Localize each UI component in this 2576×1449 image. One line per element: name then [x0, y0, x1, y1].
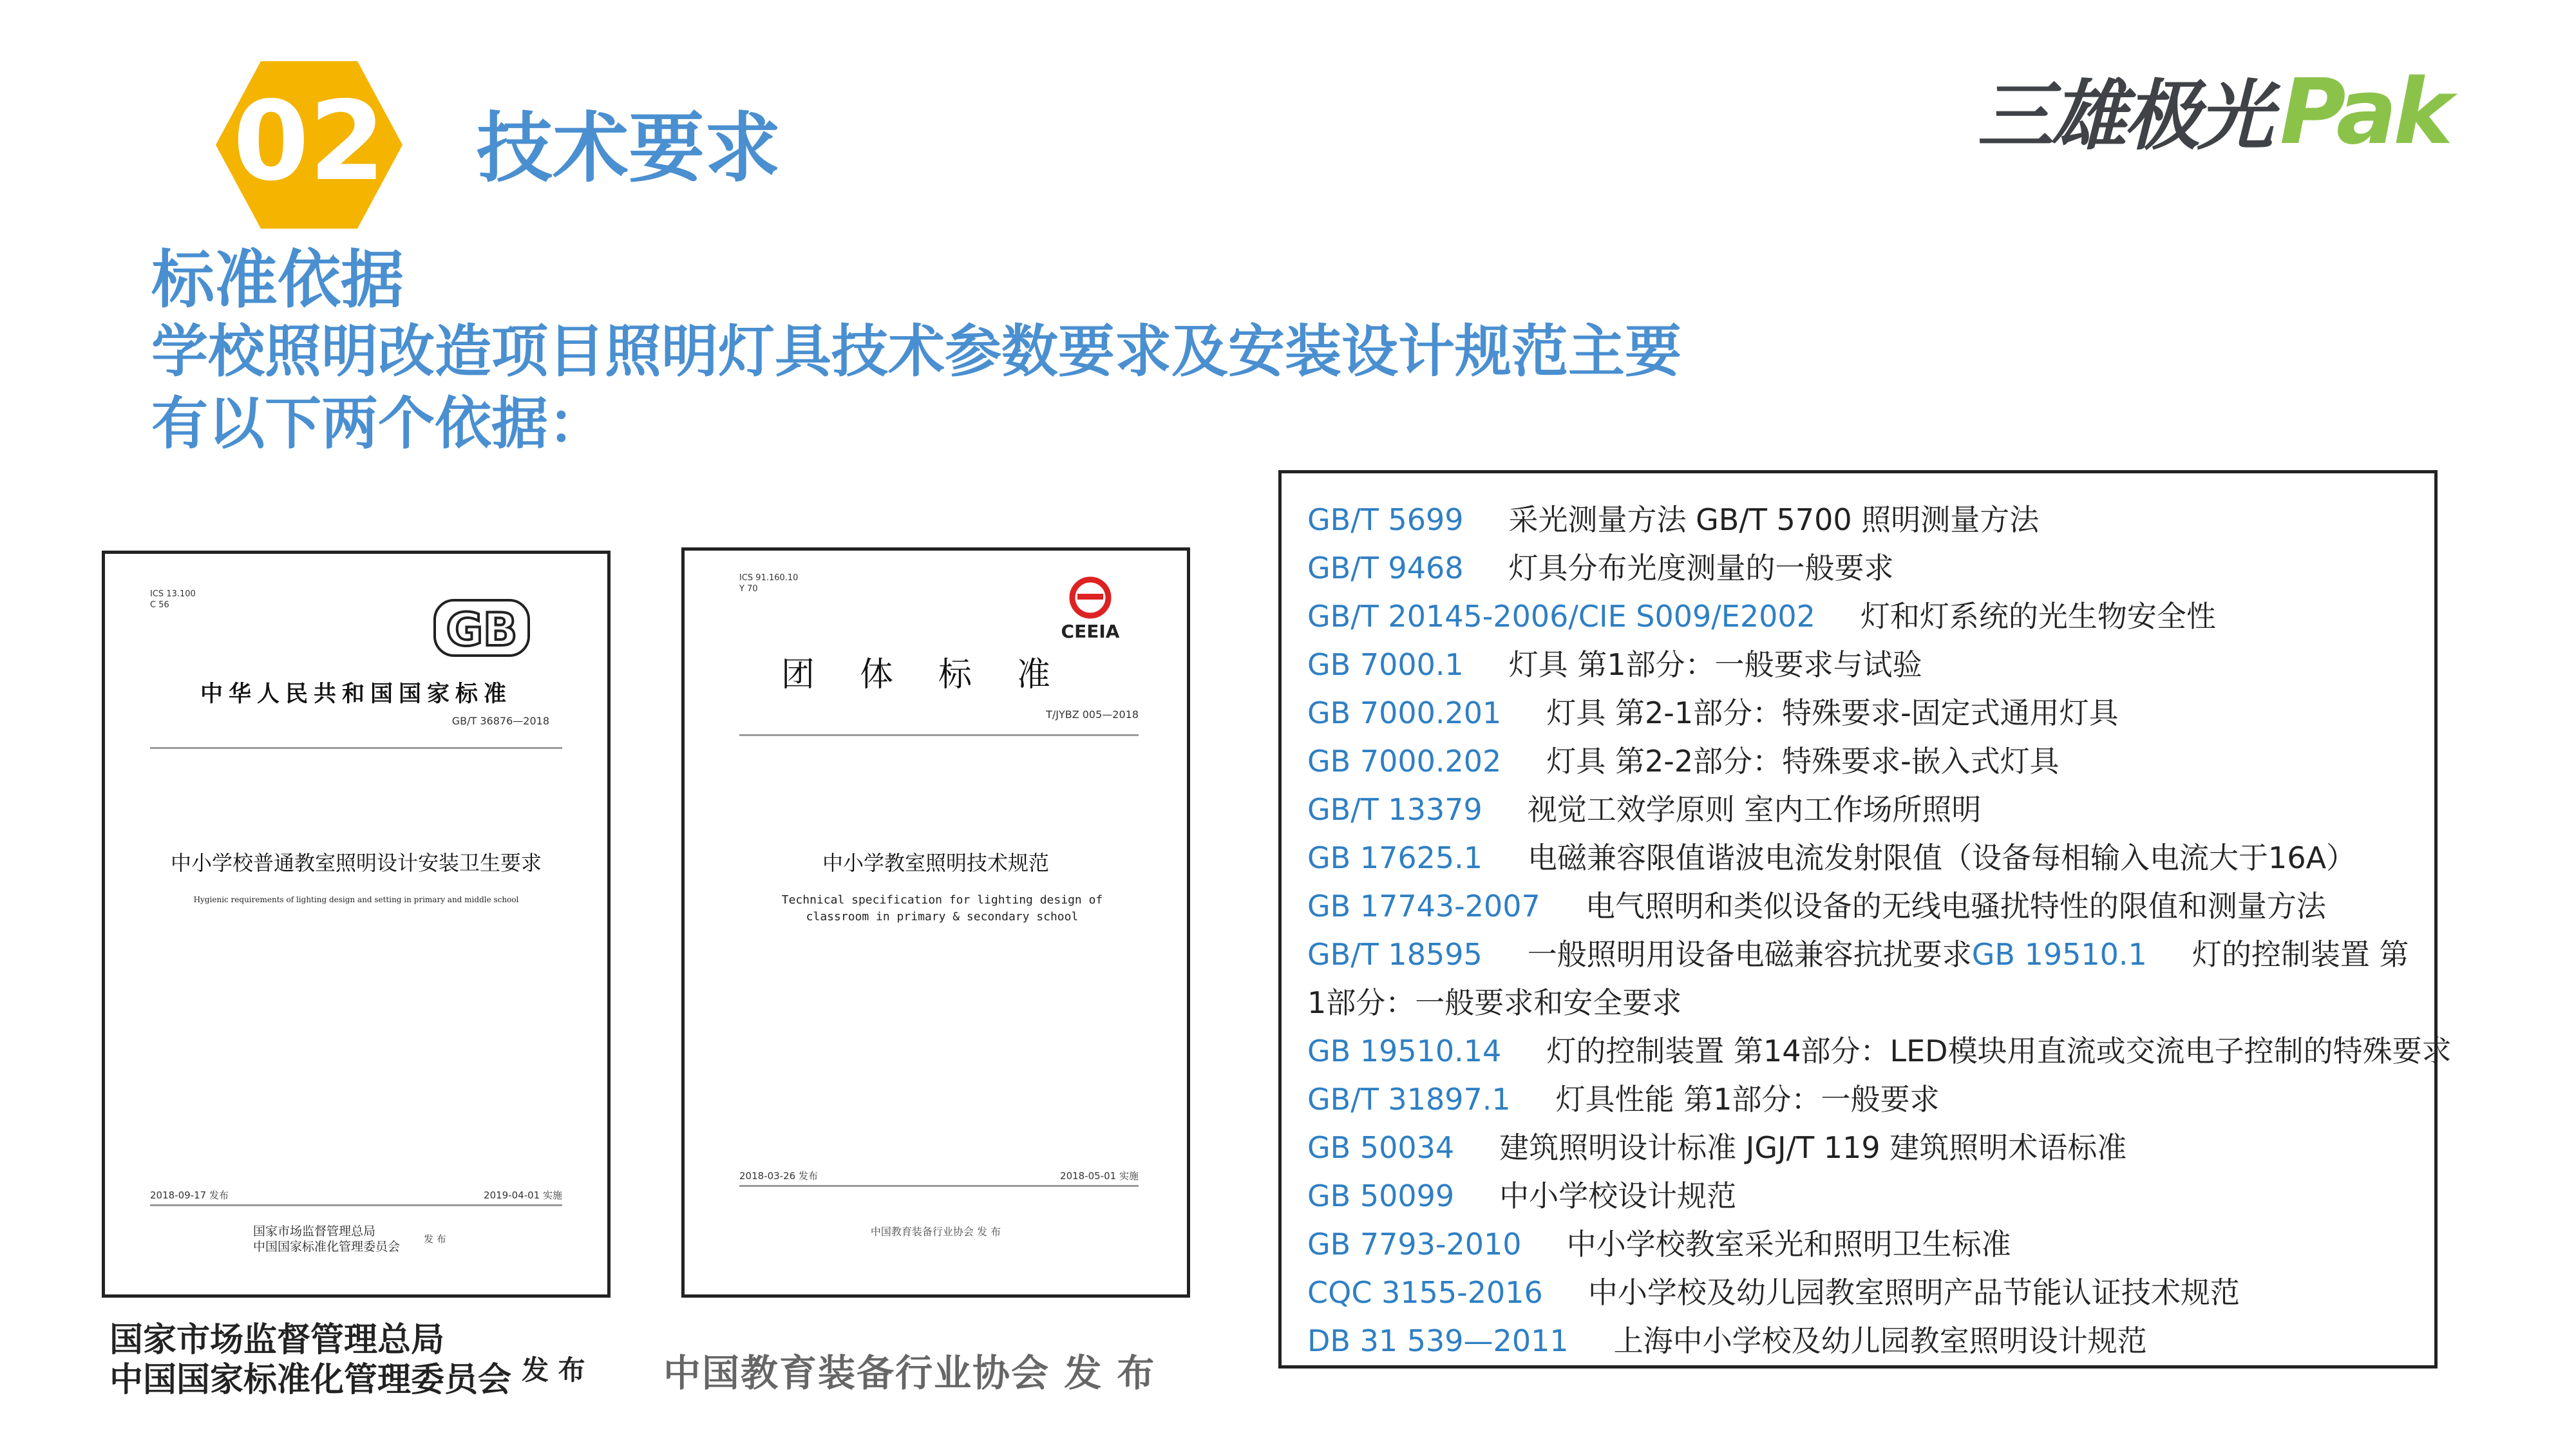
doc1-impl-date: 2019-04-01 实施 — [484, 1189, 562, 1201]
doc1-rule-top — [150, 747, 562, 749]
doc2-title: 中小学教室照明技术规范 — [822, 851, 1049, 875]
standard-title: 灯的控制装置 第1部分：一般要求和安全要求 — [1307, 937, 2409, 1020]
standard-item — [1307, 689, 2415, 737]
gb-logo-icon — [433, 599, 530, 657]
doc2-ics: ICS 91.160.10 — [739, 573, 799, 583]
svg-text:CEEIA: CEEIA — [1061, 621, 1120, 642]
doc1-publish: 发 布 — [424, 1233, 446, 1245]
content-heading: 标准依据 — [151, 243, 404, 317]
section-number: 02 — [232, 78, 386, 205]
standard-title: 一般照明用设备电磁兼容抗扰要求 — [1527, 937, 1972, 972]
standard-item — [1307, 544, 2415, 592]
standard-code: CQC 3155-2016 — [1307, 1275, 1543, 1310]
standards-list-box — [1278, 470, 2452, 1368]
ceeia-logo-icon — [1052, 573, 1129, 644]
standard-code: GB 50099 — [1307, 1179, 1455, 1213]
doc2-org: 团体标准 — [781, 656, 1096, 694]
standard-code: GB 19510.1 — [1971, 937, 2147, 972]
standard-title: 灯的控制装置 第14部分：LED模块用直流或交流电子控制的特殊要求 — [1546, 1034, 2452, 1068]
standard-title: 视觉工效学原则 室内工作场所照明 — [1527, 792, 1982, 827]
doc1-publisher-line1: 国家市场监督管理总局 — [253, 1224, 376, 1238]
standard-code: GB 7000.1 — [1307, 647, 1464, 682]
standard-code: GB/T 13379 — [1307, 792, 1482, 827]
doc2-rule-bottom — [739, 1185, 1139, 1187]
standards-list — [1307, 496, 2452, 1365]
doc1-publisher-line2: 中国国家标准化管理委员会 — [253, 1240, 401, 1254]
standard-title: 电磁兼容限值谐波电流发射限值（设备每相输入电流大于16A） — [1528, 840, 2356, 875]
standard-item — [1307, 931, 2415, 1027]
standard-title: 采光测量方法 GB/T 5700 照明测量方法 — [1508, 502, 2040, 537]
standard-title: 中小学校设计规范 — [1499, 1179, 1737, 1213]
doc1-issue-date: 2018-09-17 发布 — [150, 1189, 229, 1201]
standard-code: GB/T 18595 — [1307, 937, 1482, 972]
standard-title: 灯和灯系统的光生物安全性 — [1860, 599, 2216, 634]
standard-item — [1307, 1220, 2415, 1269]
standard-item — [1307, 1075, 2415, 1124]
standard-item — [1307, 1124, 2415, 1172]
standard-title: 灯具 第2-2部分：特殊要求-嵌入式灯具 — [1546, 744, 2060, 779]
logo-text-en: Pak — [2280, 60, 2450, 165]
doc2-ccs: Y 70 — [739, 584, 758, 594]
doc2-code: T/JYBZ 005—2018 — [1046, 708, 1139, 721]
doc2-title-en: Technical specification for lighting design of classroom in primary & secondary school — [781, 893, 1103, 923]
standard-title: 灯具分布光度测量的一般要求 — [1508, 551, 1894, 585]
standard-item — [1307, 1269, 2415, 1317]
standard-title: 中小学校教室采光和照明卫生标准 — [1566, 1227, 2011, 1262]
standard-item — [1307, 882, 2415, 931]
standard-item — [1307, 1317, 2415, 1365]
doc2-impl-date: 2018-05-01 实施 — [1060, 1170, 1139, 1182]
standard-code: GB 7793-2010 — [1307, 1227, 1522, 1262]
caption-right-publisher: 中国教育装备行业协会 发 布 — [663, 1351, 1156, 1395]
standard-title: 电气照明和类似设备的无线电骚扰特性的限值和测量方法 — [1585, 889, 2326, 923]
standard-code: GB/T 5699 — [1307, 502, 1464, 537]
doc1-publisher — [253, 1224, 400, 1255]
doc1-title: 中小学校普通教室照明设计安装卫生要求 — [170, 851, 542, 875]
doc1-ccs: C 56 — [150, 600, 169, 610]
doc1-rule-bottom — [150, 1204, 562, 1206]
standard-code: GB/T 31897.1 — [1307, 1082, 1511, 1117]
standard-item — [1307, 786, 2415, 834]
standard-code: GB 17743-2007 — [1307, 889, 1540, 923]
caption-left-line1: 国家市场监督管理总局 — [109, 1320, 445, 1359]
standard-item — [1307, 1172, 2415, 1220]
standard-code: GB 19510.14 — [1307, 1034, 1502, 1068]
standard-item — [1307, 496, 2415, 544]
logo-text-cn: 三雄极光 — [1977, 71, 2271, 160]
caption-left-publish: 发 布 — [522, 1354, 585, 1386]
caption-left-line2: 中国国家标准化管理委员会 — [109, 1360, 512, 1399]
standard-code: GB 50034 — [1307, 1130, 1455, 1165]
standard-code: GB/T 9468 — [1307, 551, 1464, 585]
caption-left-publisher — [109, 1320, 511, 1400]
standard-code: GB 17625.1 — [1307, 840, 1483, 875]
standard-item — [1307, 1027, 2452, 1075]
standard-title: 灯具性能 第1部分：一般要求 — [1555, 1082, 1940, 1117]
standard-item — [1307, 737, 2415, 786]
doc2-publisher: 中国教育装备行业协会 发 布 — [870, 1226, 1001, 1238]
standard-code: GB 7000.201 — [1307, 696, 1502, 730]
standard-code: GB 7000.202 — [1307, 744, 1502, 779]
standard-item — [1307, 834, 2415, 882]
standard-title: 中小学校及幼儿园教室照明产品节能认证技术规范 — [1587, 1275, 2240, 1310]
doc1-title-en: Hygienic requirements of lighting design and setting in primary and middle school — [193, 895, 519, 904]
section-title: 技术要求 — [477, 104, 781, 193]
content-intro: 学校照明改造项目照明灯具技术参数要求及安装设计规范主要有以下两个依据： — [151, 318, 1682, 457]
standard-item — [1307, 641, 2415, 689]
standard-item — [1307, 592, 2415, 641]
standard-cover-ceeia — [681, 547, 1190, 1298]
standard-title: 上海中小学校及幼儿园教室照明设计规范 — [1613, 1323, 2147, 1358]
standard-code: GB/T 20145-2006/CIE S009/E2002 — [1307, 599, 1815, 634]
standard-title: 建筑照明设计标准 JGJ/T 119 建筑照明术语标准 — [1499, 1130, 2127, 1165]
svg-text:GB: GB — [446, 603, 518, 656]
standard-cover-gb — [102, 551, 611, 1298]
standard-title: 灯具 第2-1部分：特殊要求-固定式通用灯具 — [1546, 696, 2119, 730]
standard-code: DB 31 539—2011 — [1307, 1323, 1569, 1358]
doc2-issue-date: 2018-03-26 发布 — [739, 1170, 818, 1182]
doc2-rule-top — [739, 734, 1139, 736]
standard-title: 灯具 第1部分：一般要求与试验 — [1508, 647, 1922, 682]
doc1-ics: ICS 13.100 — [150, 589, 196, 599]
doc1-code: GB/T 36876—2018 — [451, 715, 549, 727]
doc1-org: 中华人民共和国国家标准 — [200, 681, 512, 707]
